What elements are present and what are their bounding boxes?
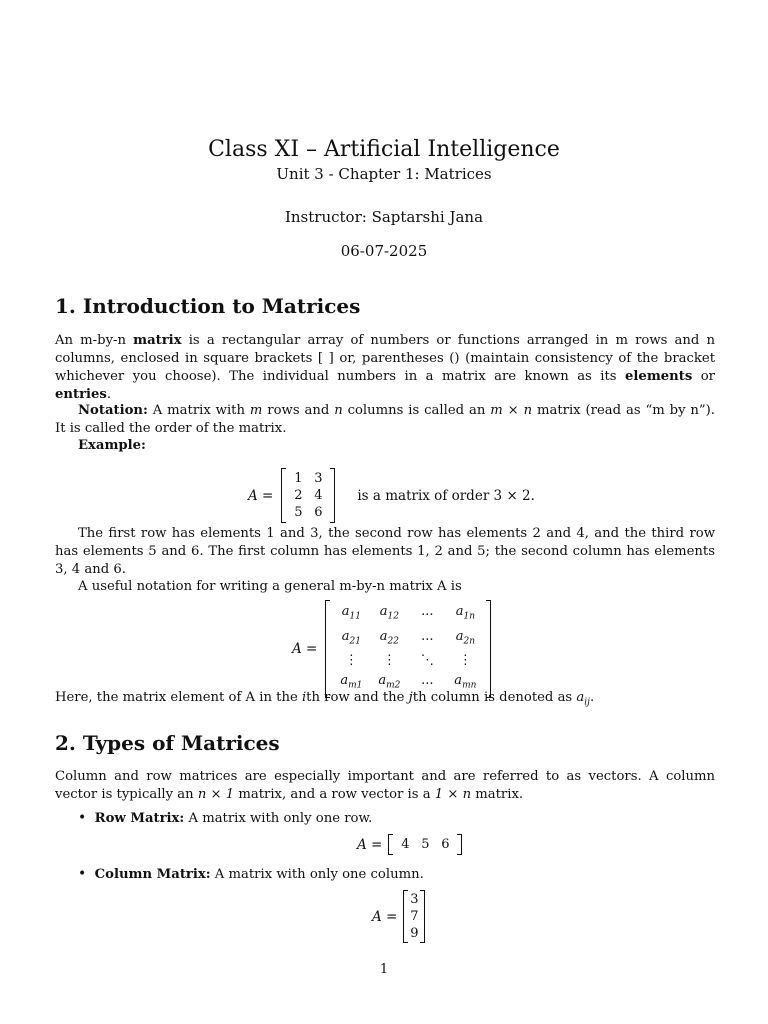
example-matrix-lhs: A = xyxy=(248,487,274,504)
row-matrix-equation xyxy=(357,834,466,855)
general-matrix-cell xyxy=(446,627,484,652)
matrix-entry-base: a xyxy=(340,673,349,689)
instructor-line: Instructor: Saptarshi Jana xyxy=(284,208,484,226)
document-title: Class XI – Artificial Intelligence xyxy=(208,137,560,162)
general-matrix-cell xyxy=(370,602,408,627)
list-item-row-matrix xyxy=(78,810,372,826)
math-subscript-ij: ij xyxy=(584,697,590,708)
intro-bold-entries: entries xyxy=(55,387,107,402)
element-text: th row and the xyxy=(306,690,409,705)
math-m: m xyxy=(249,403,263,418)
math-j: j xyxy=(408,690,413,705)
row-matrix xyxy=(388,834,462,855)
math-mxn: m × n xyxy=(490,403,533,418)
document-date: 06-07-2025 xyxy=(340,242,428,260)
matrix-cell: 3 xyxy=(410,892,419,907)
general-matrix-cell xyxy=(370,627,408,652)
matrix-cell: 5 xyxy=(294,505,303,520)
matrix-cell: 6 xyxy=(441,837,450,852)
intro-text: or xyxy=(692,369,715,384)
math-1xn: 1 × n xyxy=(434,787,472,802)
example-matrix xyxy=(281,468,335,523)
intro-text: . xyxy=(106,387,112,402)
list-item-text: A matrix with only one row. xyxy=(184,811,373,826)
notation-text: rows and xyxy=(262,403,335,418)
matrix-cell: 3 xyxy=(314,471,323,486)
section-2-heading: 2. Types of Matrices xyxy=(55,731,280,755)
list-item-label: Column Matrix: xyxy=(94,867,211,882)
section-2-text: matrix. xyxy=(471,787,524,802)
intro-text: is a rectangular array of numbers or functions arranged in m rows and n columns, enclosed in square brackets [ ] or, parentheses () (maintain consistency of the bracket whichever you choose). The individual numbers in a matrix are known as its xyxy=(55,333,716,384)
matrix-entry-subscript: m2 xyxy=(386,680,401,691)
matrix-entry-base: a xyxy=(341,628,350,644)
general-matrix-cell xyxy=(446,602,484,627)
matrix-cell: 5 xyxy=(421,837,430,852)
intro-text: An m-by-n xyxy=(55,333,134,348)
section-1-intro xyxy=(55,332,715,404)
matrix-entry-subscript: 2n xyxy=(463,636,475,647)
document-subtitle: Unit 3 - Chapter 1: Matrices xyxy=(276,165,492,183)
intro-bold-matrix: matrix xyxy=(133,333,182,348)
notation-paragraph xyxy=(55,402,715,438)
math-n: n xyxy=(334,403,343,418)
notation-text: A matrix with xyxy=(147,403,250,418)
general-matrix-cell: ⋮ xyxy=(344,653,358,669)
matrix-cell: 1 xyxy=(294,471,303,486)
matrix-entry-base: a xyxy=(455,604,464,619)
general-matrix-cell: ⋱ xyxy=(420,653,434,669)
matrix-entry-base: a xyxy=(379,604,388,619)
matrix-entry-subscript: 21 xyxy=(349,636,361,647)
column-matrix xyxy=(403,890,425,943)
row-matrix-lhs: A = xyxy=(357,836,383,853)
general-matrix-lhs: A = xyxy=(292,640,318,657)
rows-description: The first row has elements 1 and 3, the second row has elements 2 and 4, and the third row has elements 5 and 6. The first column has elements 1, 2 and 5; the second column has elements 3, 4 and 6. xyxy=(55,526,715,577)
example-matrix-equation xyxy=(248,468,535,523)
general-matrix-cell: ... xyxy=(421,673,434,689)
bullet-icon: • xyxy=(78,810,87,826)
matrix-entry-subscript: 22 xyxy=(387,636,399,647)
element-notation-text xyxy=(55,689,715,712)
matrix-cell: 6 xyxy=(314,505,323,520)
general-matrix-equation xyxy=(292,600,495,698)
example-label-text: Example: xyxy=(78,438,146,453)
matrix-entry-subscript: mn xyxy=(462,680,477,691)
list-item-text: A matrix with only one column. xyxy=(210,867,424,882)
section-2-intro xyxy=(55,768,715,804)
general-matrix-cell: ... xyxy=(421,604,434,619)
general-matrix-cell: ⋮ xyxy=(382,653,396,669)
notation-text: matrix (read as “m by n”). It is called the order of the matrix. xyxy=(55,403,715,436)
general-matrix-cell xyxy=(332,627,370,652)
matrix-cell: 9 xyxy=(410,926,419,941)
matrix-entry-base: a xyxy=(341,604,350,619)
matrix-entry-base: a xyxy=(378,673,387,689)
notation-label: Notation: xyxy=(78,403,148,418)
matrix-entry-base: a xyxy=(379,628,388,644)
section-2-text: Column and row matrices are especially important and are referred to as vectors. A column vector is typically an xyxy=(55,769,715,802)
example-label xyxy=(78,438,146,453)
intro-bold-elements: elements xyxy=(625,369,693,384)
page-number: 1 xyxy=(379,962,389,977)
general-matrix-cell: ... xyxy=(421,628,434,644)
general-matrix-intro: A useful notation for writing a general m-by-n matrix A is xyxy=(78,579,462,594)
section-1-heading: 1. Introduction to Matrices xyxy=(55,294,361,318)
matrix-entry-subscript: 1n xyxy=(463,611,475,622)
element-text: Here, the matrix element of A in the xyxy=(55,690,302,705)
section-2-text: matrix, and a row vector is a xyxy=(234,787,435,802)
bullet-icon: • xyxy=(78,866,87,882)
matrix-cell: 4 xyxy=(314,488,323,503)
math-a: a xyxy=(576,690,585,705)
general-matrix-cell: ⋮ xyxy=(458,653,472,669)
math-i: i xyxy=(301,690,307,705)
list-item-column-matrix xyxy=(78,866,424,882)
matrix-cell: 7 xyxy=(410,909,419,924)
matrix-entry-base: a xyxy=(454,673,463,689)
notation-text: columns is called an xyxy=(342,403,491,418)
matrix-entry-subscript: m1 xyxy=(348,680,363,691)
column-matrix-lhs: A = xyxy=(372,908,398,925)
general-matrix-cell xyxy=(332,602,370,627)
element-text: . xyxy=(589,690,595,705)
matrix-entry-subscript: 11 xyxy=(349,611,361,622)
element-text: th column is denoted as xyxy=(412,690,577,705)
column-matrix-equation xyxy=(372,890,429,943)
math-nx1: n × 1 xyxy=(197,787,235,802)
matrix-entry-subscript: 12 xyxy=(387,611,399,622)
list-item-label: Row Matrix: xyxy=(94,811,185,826)
general-matrix xyxy=(325,600,491,698)
matrix-cell: 4 xyxy=(401,837,410,852)
matrix-cell: 2 xyxy=(294,488,303,503)
example-matrix-description: is a matrix of order 3 × 2. xyxy=(357,487,535,504)
matrix-entry-base: a xyxy=(455,628,464,644)
